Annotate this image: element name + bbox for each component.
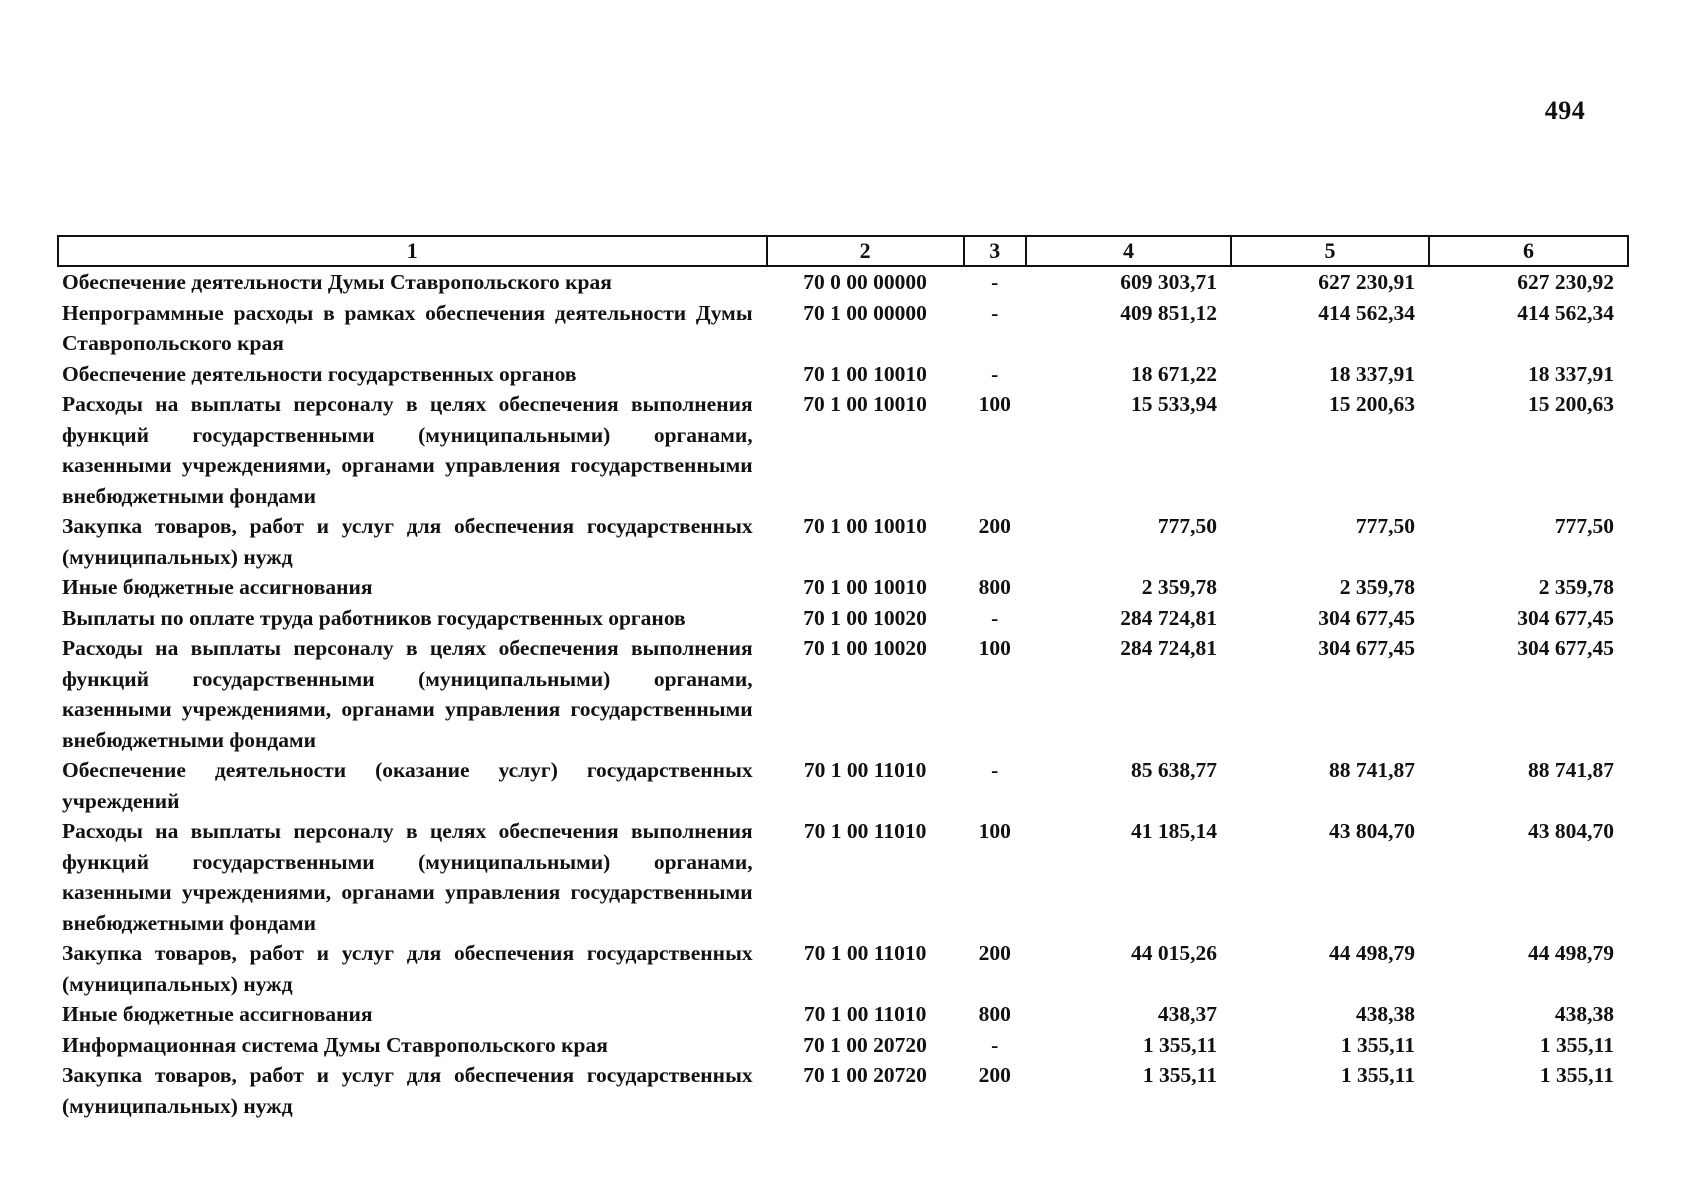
row-value-col4: 284 724,81 [1120, 636, 1217, 660]
row-expense-type: - [991, 605, 999, 630]
row-value-col4: 41 185,14 [1130, 819, 1217, 843]
header-col-3: 3 [964, 236, 1026, 266]
row-value-col5: 15 200,63 [1328, 392, 1415, 416]
row-value-col6: 414 562,34 [1517, 300, 1614, 325]
row-expense-type: 200 [978, 941, 1011, 965]
table-row [58, 1030, 1628, 1061]
row-expense-type: - [991, 361, 999, 386]
table-row [58, 1060, 1628, 1121]
row-name: Расходы на выплаты персоналу в целях обеспечения выполнения функций государственными (муниципальными) органами, казенными учреждениями, органами управления государственными внебюджетными фондами [62, 819, 753, 935]
row-name: Информационная система Думы Ставропольского края [62, 1032, 608, 1057]
row-value-col6: 1 355,11 [1539, 1063, 1614, 1087]
table-row [58, 816, 1628, 938]
table-row [58, 755, 1628, 816]
row-expense-type: 100 [978, 819, 1011, 843]
row-value-col6: 627 230,92 [1517, 270, 1614, 294]
row-expense-type: 200 [978, 1063, 1011, 1087]
table-row [58, 389, 1628, 511]
row-value-col5: 18 337,91 [1328, 361, 1415, 386]
row-value-col5: 438,38 [1355, 1002, 1415, 1026]
row-code: 70 1 00 20720 [803, 1063, 927, 1087]
row-value-col5: 1 355,11 [1340, 1032, 1415, 1057]
table-row [58, 603, 1628, 634]
row-name: Обеспечение деятельности государственных органов [62, 361, 577, 386]
header-col-4: 4 [1026, 236, 1231, 266]
row-code: 70 1 00 10010 [803, 392, 927, 416]
row-value-col5: 43 804,70 [1328, 819, 1415, 843]
table-row [58, 266, 1628, 298]
row-value-col5: 44 498,79 [1328, 941, 1415, 965]
row-code: 70 1 00 11010 [803, 819, 927, 843]
row-expense-type: 800 [978, 1002, 1011, 1026]
row-value-col5: 304 677,45 [1318, 605, 1415, 630]
row-expense-type: - [991, 300, 999, 325]
row-value-col5: 88 741,87 [1328, 758, 1415, 782]
row-value-col4: 2 359,78 [1141, 575, 1217, 599]
table-header [58, 236, 1628, 266]
header-col-2: 2 [767, 236, 964, 266]
row-value-col4: 438,37 [1157, 1002, 1217, 1026]
row-code: 70 1 00 10010 [803, 361, 927, 386]
table-body [58, 266, 1628, 1121]
row-code: 70 1 00 10020 [803, 605, 927, 630]
row-expense-type: - [991, 758, 999, 782]
table-row [58, 999, 1628, 1030]
row-code: 70 1 00 11010 [803, 941, 927, 965]
header-col-1: 1 [58, 236, 767, 266]
row-value-col4: 284 724,81 [1120, 605, 1217, 630]
row-value-col4: 1 355,11 [1142, 1063, 1217, 1087]
row-expense-type: - [991, 1032, 999, 1057]
row-value-col6: 304 677,45 [1517, 636, 1614, 660]
row-value-col5: 777,50 [1355, 514, 1415, 538]
row-expense-type: 200 [978, 514, 1011, 538]
row-name: Закупка товаров, работ и услуг для обеспечения государственных (муниципальных) нужд [62, 941, 753, 996]
row-value-col4: 1 355,11 [1142, 1032, 1217, 1057]
row-name: Расходы на выплаты персоналу в целях обеспечения выполнения функций государственными (муниципальными) органами, казенными учреждениями, органами управления государственными внебюджетными фондами [62, 392, 753, 508]
row-expense-type: - [991, 270, 999, 294]
header-col-6: 6 [1429, 236, 1628, 266]
row-value-col6: 15 200,63 [1528, 392, 1614, 416]
row-name: Иные бюджетные ассигнования [62, 1002, 373, 1026]
row-name: Расходы на выплаты персоналу в целях обеспечения выполнения функций государственными (муниципальными) органами, казенными учреждениями, органами управления государственными внебюджетными фондами [62, 636, 753, 752]
row-value-col6: 304 677,45 [1517, 605, 1614, 630]
row-code: 70 1 00 11010 [803, 1002, 927, 1026]
table-row [58, 359, 1628, 390]
row-name: Непрограммные расходы в рамках обеспечения деятельности Думы Ставропольского края [62, 300, 753, 355]
row-value-col5: 304 677,45 [1318, 636, 1415, 660]
row-value-col4: 15 533,94 [1130, 392, 1217, 416]
row-code: 70 1 00 11010 [803, 758, 927, 782]
row-value-col6: 44 498,79 [1528, 941, 1614, 965]
row-expense-type: 800 [978, 575, 1011, 599]
row-code: 70 1 00 20720 [803, 1032, 927, 1057]
row-code: 70 1 00 10010 [803, 514, 927, 538]
row-code: 70 1 00 00000 [803, 300, 927, 325]
row-value-col4: 85 638,77 [1130, 758, 1217, 782]
table-row [58, 511, 1628, 572]
row-name: Иные бюджетные ассигнования [62, 575, 373, 599]
row-value-col5: 627 230,91 [1318, 270, 1415, 294]
row-name: Обеспечение деятельности Думы Ставропольского края [62, 270, 612, 294]
row-value-col4: 777,50 [1157, 514, 1217, 538]
table-row [58, 572, 1628, 603]
page-number: 494 [1544, 96, 1586, 125]
table-row [58, 633, 1628, 755]
header-row [58, 236, 1628, 266]
row-value-col6: 438,38 [1554, 1002, 1614, 1026]
row-value-col6: 1 355,11 [1539, 1032, 1614, 1057]
row-value-col4: 18 671,22 [1130, 361, 1217, 386]
row-code: 70 1 00 10020 [803, 636, 927, 660]
row-value-col4: 409 851,12 [1120, 300, 1217, 325]
row-value-col6: 18 337,91 [1528, 361, 1614, 386]
row-value-col6: 2 359,78 [1538, 575, 1614, 599]
row-value-col4: 44 015,26 [1130, 941, 1217, 965]
row-value-col6: 88 741,87 [1528, 758, 1614, 782]
row-value-col4: 609 303,71 [1120, 270, 1217, 294]
row-value-col6: 777,50 [1554, 514, 1614, 538]
row-name: Закупка товаров, работ и услуг для обеспечения государственных (муниципальных) нужд [62, 514, 753, 569]
row-value-col5: 1 355,11 [1340, 1063, 1415, 1087]
row-expense-type: 100 [978, 392, 1011, 416]
row-name: Закупка товаров, работ и услуг для обеспечения государственных (муниципальных) нужд [62, 1063, 753, 1118]
budget-table [57, 235, 1629, 1121]
row-name: Выплаты по оплате труда работников государственных органов [62, 605, 686, 630]
row-value-col6: 43 804,70 [1528, 819, 1614, 843]
row-value-col5: 2 359,78 [1339, 575, 1415, 599]
header-col-5: 5 [1231, 236, 1429, 266]
table-row [58, 938, 1628, 999]
table-row [58, 298, 1628, 359]
row-code: 70 0 00 00000 [803, 270, 927, 294]
row-name: Обеспечение деятельности (оказание услуг) государственных учреждений [62, 758, 753, 813]
row-value-col5: 414 562,34 [1318, 300, 1415, 325]
row-code: 70 1 00 10010 [803, 575, 927, 599]
row-expense-type: 100 [978, 636, 1011, 660]
